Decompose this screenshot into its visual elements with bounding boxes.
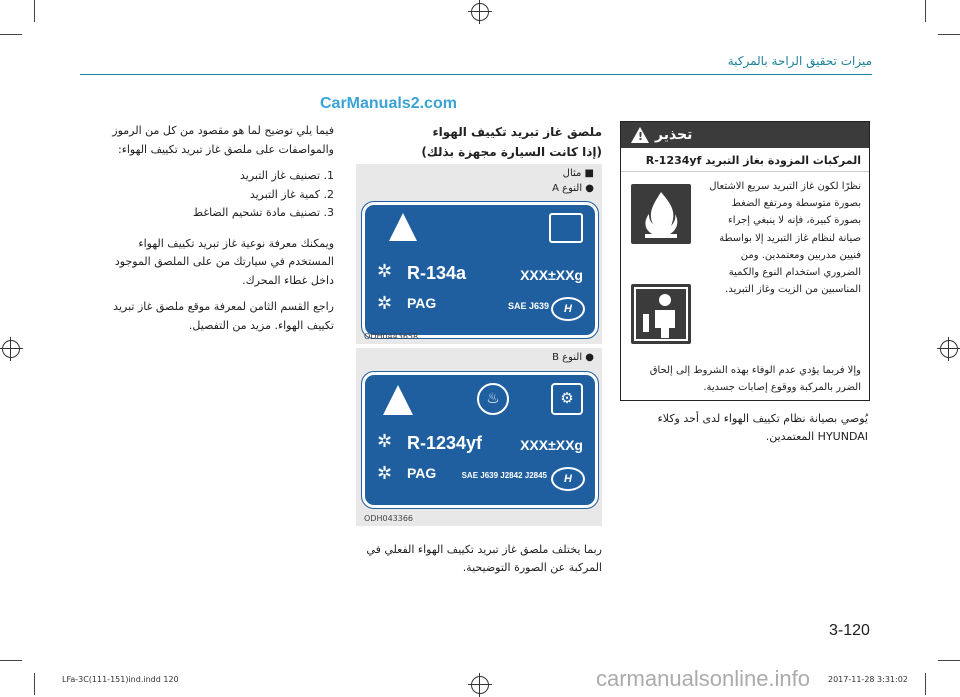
type-b-label: ● النوع B xyxy=(552,352,594,363)
crop-mark xyxy=(925,673,926,695)
flame-icon xyxy=(631,184,691,244)
crop-mark xyxy=(34,0,35,22)
refrigerant-label-a xyxy=(362,202,598,338)
warning-header xyxy=(621,122,869,148)
refrigerant-quantity: XXX±XXg xyxy=(520,267,583,283)
warning-triangle-icon xyxy=(383,385,413,415)
footer-date: 2017-11-28 3:31:02 xyxy=(828,675,908,684)
warning-text-2: وإلا فربما يؤدي عدم الوفاء بهذه الشروط إلى إلحاق الضرر بالمركبة ووقوع إصابات جسدية. xyxy=(649,365,861,393)
example-label: ■ مثال xyxy=(562,168,594,179)
label-caption: ربما يختلف ملصق غاز تبريد تكييف الهواء الفعلي في المركبة عن الصورة التوضيحية. xyxy=(366,543,602,574)
registration-mark-icon xyxy=(2,340,20,358)
warning-triangle-icon: ! xyxy=(631,127,649,143)
sae-standard: SAE J639 J2842 J2845 xyxy=(461,471,547,480)
intro-paragraph: فيما يلي توضيح لما هو مقصود من كل من الرموز والمواصفات على ملصق غاز تبريد تكييف الهواء: xyxy=(112,124,334,156)
footer-watermark: carmanualsonline.info xyxy=(596,666,811,691)
list-item: 3. تصنيف مادة تشحيم الضاغط xyxy=(192,206,334,219)
registration-mark-icon xyxy=(471,3,489,21)
warning-heading: تحذير xyxy=(655,127,693,143)
crop-mark xyxy=(34,673,35,695)
reference-paragraph: راجع القسم الثامن لمعرفة موقع ملصق غاز تبريد تكييف الهواء. مزيد من التفصيل. xyxy=(113,300,334,332)
sae-standard: SAE J639 xyxy=(507,301,549,311)
list-item: 2. كمية غاز التبريد xyxy=(249,187,334,201)
crop-mark xyxy=(925,0,926,22)
oil-type: PAG xyxy=(407,295,437,311)
crop-mark xyxy=(938,34,960,35)
page-number: 3-120 xyxy=(829,622,870,639)
warning-subheading: المركبات المزودة بغاز التبريد R-1234yf xyxy=(621,148,869,172)
crop-mark xyxy=(938,660,960,661)
mechanic-icon xyxy=(631,284,691,344)
figure-type-a xyxy=(356,164,602,344)
refrigerant-icon: ✲ xyxy=(377,261,393,281)
label-section-title xyxy=(356,122,602,162)
label-title-line1: ملصق غاز تبريد تكييف الهواء xyxy=(432,125,602,139)
warning-triangle-icon xyxy=(389,213,417,241)
crop-mark xyxy=(0,660,22,661)
oil-icon: ✲ xyxy=(377,463,393,483)
refrigerant-icon: ✲ xyxy=(377,431,393,451)
footer-file-name: LFa-3C(111-151)ind.indd 120 xyxy=(62,675,179,684)
recommendation-note: يُوصي بصيانة نظام تكييف الهواء لدى أحد وكلاء HYUNDAI المعتمدين. xyxy=(657,412,868,443)
list-item: 1. تصنيف غاز التبريد xyxy=(240,169,334,182)
label-title-line2: (إذا كانت السيارة مجهزة بذلك) xyxy=(421,145,602,159)
oil-type: PAG xyxy=(407,465,437,481)
figure-code-a: ODH044365R xyxy=(364,332,419,341)
header-rule xyxy=(80,74,872,75)
figure-type-b xyxy=(356,348,602,526)
crop-mark xyxy=(0,34,22,35)
warning-box xyxy=(620,121,870,401)
hyundai-logo-icon: H xyxy=(551,297,585,321)
section-title: ميزات تحقيق الراحة بالمركبة xyxy=(727,54,872,68)
type-a-label: ● النوع A xyxy=(552,183,594,194)
registration-mark-icon xyxy=(940,340,958,358)
hyundai-logo-icon: H xyxy=(551,467,585,491)
location-paragraph: ويمكنك معرفة نوعية غاز تبريد تكييف الهواء المستخدم في سيارتك من على الملصق الموجود داخل غطاء المحرك. xyxy=(114,236,334,287)
symbols-explanation xyxy=(96,122,334,343)
watermark: CarManuals2.com xyxy=(320,95,457,112)
warning-text: نظرًا لكون غاز التبريد سريع الاشتعال بصورة متوسطة ومرتفع الضغط بصورة كبيرة، فإنه لا ينبغي إجراء صيانة لنظام غاز التبريد إلا بواسطة فنيين مدربين ومعتمدين. ومن الضروري استخدام النوع والكمية المناسبين من الزيت وغاز التبريد. xyxy=(709,181,861,296)
oil-icon: ✲ xyxy=(377,293,393,313)
refrigerant-type: R-1234yf xyxy=(407,433,483,453)
refrigerant-quantity: XXX±XXg xyxy=(520,437,583,453)
manual-book-icon xyxy=(549,213,583,243)
registration-mark-icon xyxy=(471,676,489,694)
warning-body xyxy=(621,172,869,393)
mechanic-icon: ⚙ xyxy=(551,383,583,415)
figure-code-b: ODH043366 xyxy=(364,514,414,523)
flame-icon: ♨ xyxy=(477,383,509,415)
refrigerant-label-b xyxy=(362,372,598,508)
refrigerant-type: R-134a xyxy=(407,263,467,283)
